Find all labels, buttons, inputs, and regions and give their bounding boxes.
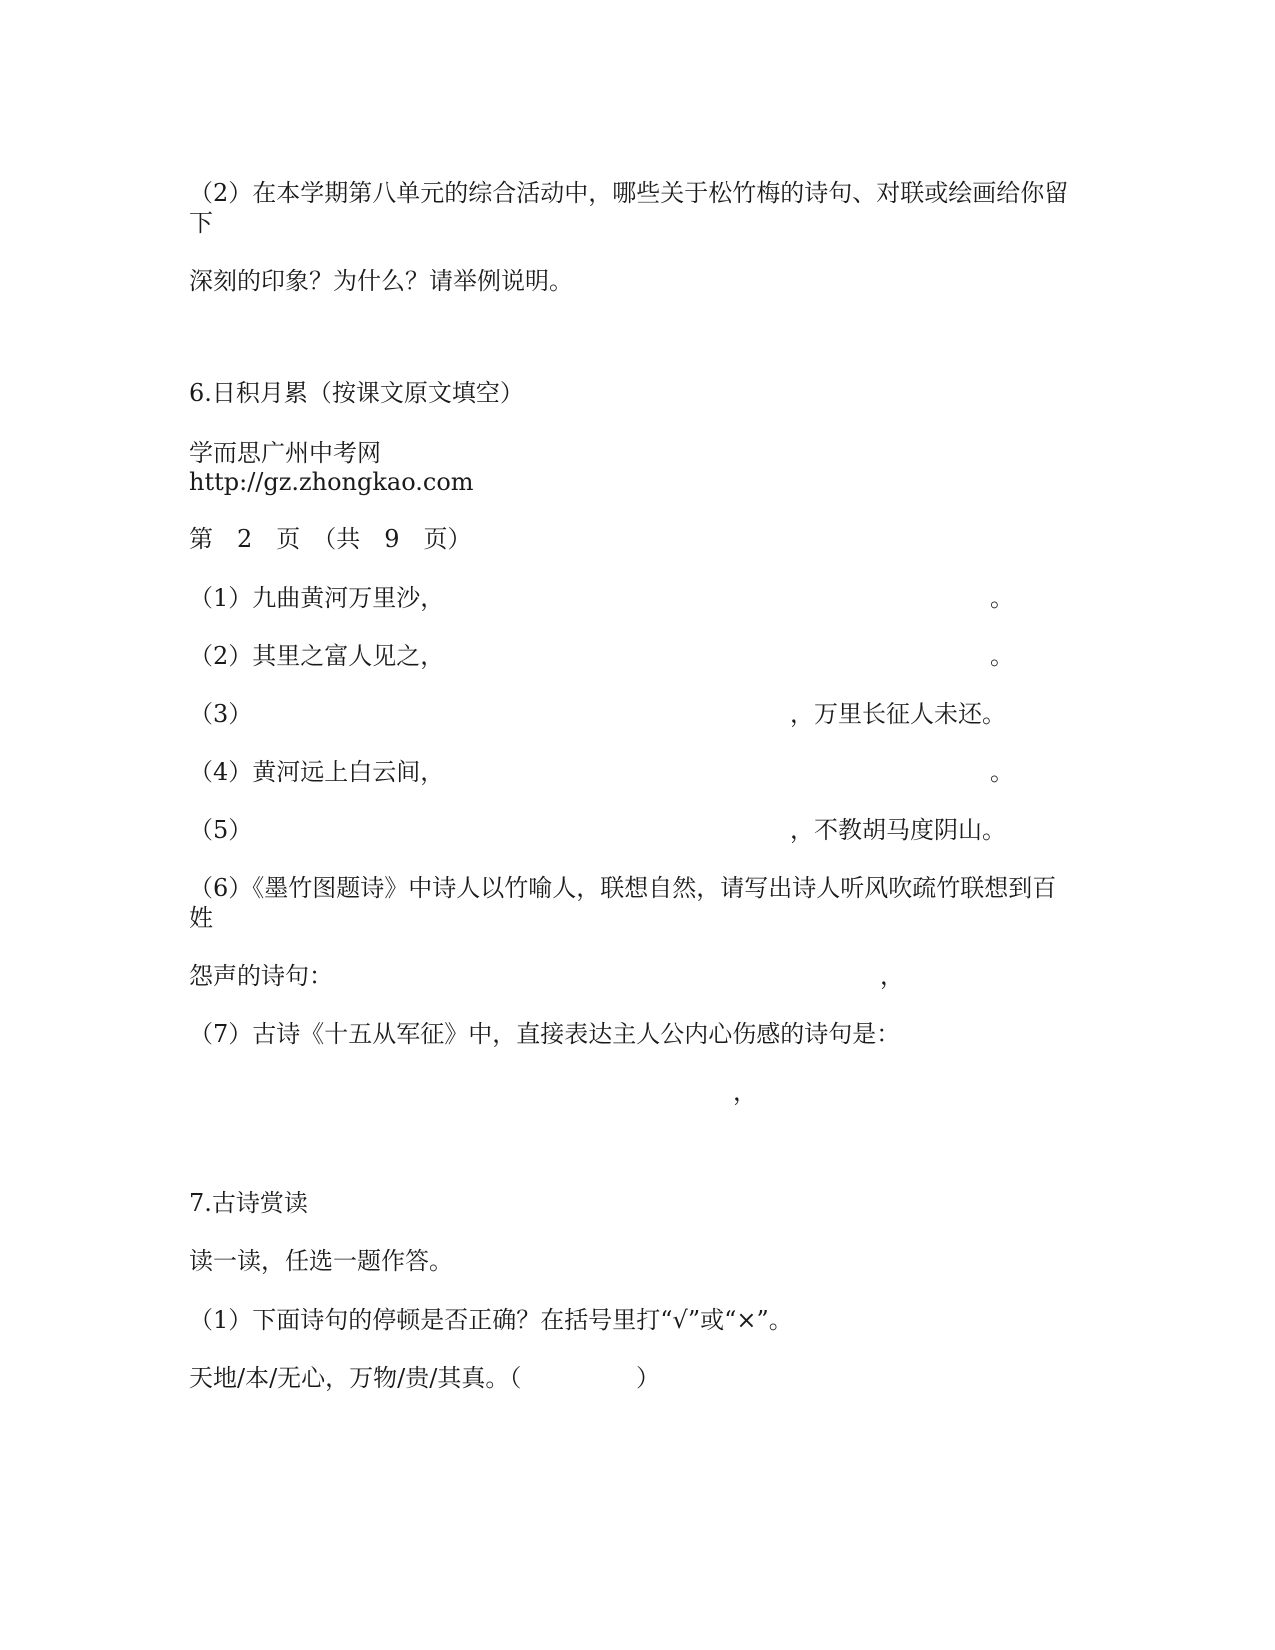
q6-item1-end: 。 xyxy=(990,584,1014,612)
footer-site-url: http://gz.zhongkao.com xyxy=(189,468,474,496)
q6-item2-text: （2）其里之富人见之， xyxy=(189,642,445,670)
q6-item6-line2: 怨声的诗句： xyxy=(189,962,333,990)
q6-item1-text: （1）九曲黄河万里沙， xyxy=(189,584,445,612)
q6-item7-comma: ， xyxy=(733,1078,757,1106)
footer-site-name: 学而思广州中考网 xyxy=(189,439,381,467)
footer-page-number: 第 2 页 （共 9 页） xyxy=(189,525,472,553)
q6-item5-text: （5） xyxy=(189,816,253,844)
q6-item3-text: （3） xyxy=(189,700,253,728)
q5-item2-line1-wrap: 下 xyxy=(189,209,213,237)
q6-item3-end: ，万里长征人未还。 xyxy=(790,700,1006,728)
q7-line: 天地/本/无心，万物/贵/其真。（ xyxy=(189,1364,522,1392)
q6-item6-line1: （6）《墨竹图题诗》中诗人以竹喻人，联想自然，请写出诗人听风吹疏竹联想到百 xyxy=(189,874,1057,902)
q6-item4-end: 。 xyxy=(990,758,1014,786)
q6-item6-line1-wrap: 姓 xyxy=(189,904,213,932)
q7-title: 7.古诗赏读 xyxy=(189,1189,308,1217)
q6-item7-line1: （7）古诗《十五从军征》中，直接表达主人公内心伤感的诗句是： xyxy=(189,1020,901,1048)
q6-title: 6.日积月累（按课文原文填空） xyxy=(189,379,524,407)
q7-instruction: 读一读，任选一题作答。 xyxy=(189,1247,453,1275)
q6-item5-end: ，不教胡马度阴山。 xyxy=(790,816,1006,844)
q7-paren-close: ） xyxy=(636,1364,660,1392)
q6-item6-comma: ， xyxy=(880,962,904,990)
q5-item2-line1: （2）在本学期第八单元的综合活动中，哪些关于松竹梅的诗句、对联或绘画给你留 xyxy=(189,179,1069,207)
q5-item2-line2: 深刻的印象？为什么？请举例说明。 xyxy=(189,267,573,295)
q7-item1: （1）下面诗句的停顿是否正确？在括号里打“√”或“×”。 xyxy=(189,1306,793,1334)
q6-item2-end: 。 xyxy=(990,642,1014,670)
q6-item4-text: （4）黄河远上白云间， xyxy=(189,758,445,786)
